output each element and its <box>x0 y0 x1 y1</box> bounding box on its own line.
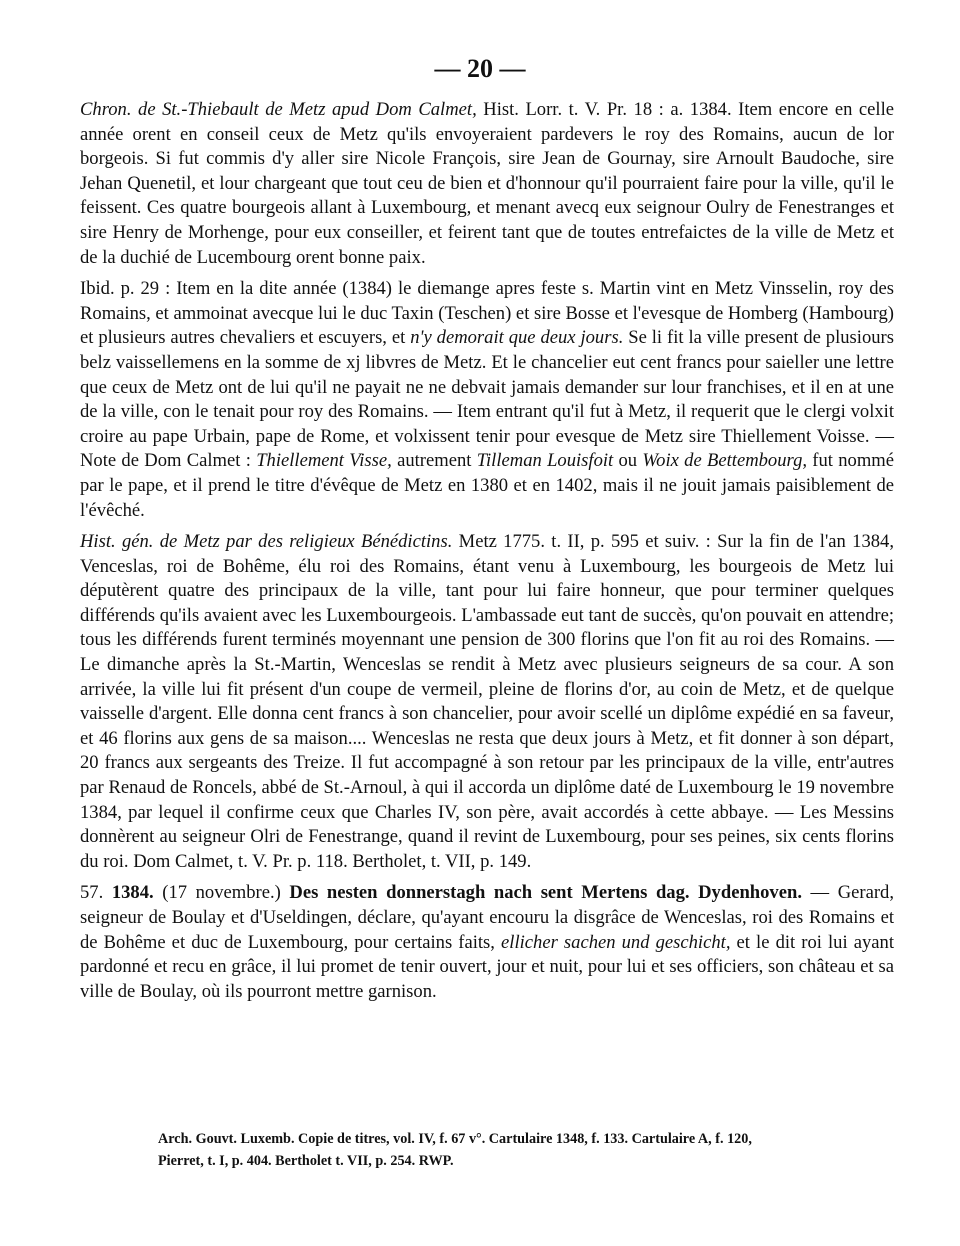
text-run: Metz 1775. t. II, p. 595 et suiv. : Sur la fin de l'an 1384, Venceslas, roi de Bohême, élu roi des Romains, étant venu à Luxembourg, les bourgeois de Metz lui députèrent quatre des principaux de la ville, tant pour lui faire honneur, que pour terminer quelques différends qu'ils avaient avec les Luxembourgeois. L'ambassade eut tant de succès, qu'on pouvait en attendre; tous les différends furent terminés moyennant une pension de 300 florins que l'on fit au roi des Romains. — Le dimanche après la St.-Martin, Wenceslas se rendit à Metz avec plusieurs seigneurs de sa cour. A son arrivée, la ville lui fit présent d'un coupe de vermeil, pleine de florins d'or, au coin de Metz, et de quelque vaisselle d'argent. Elle donna cent francs à son chancelier, pour avoir scellé un diplôme expédié en sa faveur, et 46 florins aux gens de sa maison.... Wenceslas ne resta que deux jours à Metz, et fit donner à son départ, 20 francs aux sergeants des Treize. Il fut accompagné à son retour par les principaux de la ville, entr'autres par Renaud de Roncels, abbé de St.-Arnoul, à qui il accorda un diplôme daté de Luxembourg le 19 novembre 1384, par lequel il confirme ceux que Charles IV, son père, avait accordés à cette abbaye. — Les Messins donnèrent au seigneur Olri de Fenestrange, quand il revint de Luxembourg, pour ses peines, six cents florins du roi. Dom Calmet, t. V. Pr. p. 118. Bertholet, t. VII, p. 149. <box>80 531 894 872</box>
text-run: et le dit roi lui ayant pardonné et recu en grâce, il lui promet de tenir ouvert, jour et nuit, pour lui et ses officiers, son château et sa ville de Boulay, où ils pourront mettre garnison. <box>80 931 894 1002</box>
text-run: Ibid. p. 29 : Item en la dite année (1384) le diemange apres feste s. Martin vint en Metz Vinsselin, roy des Romains, et ammoinat avecque lui le duc Taxin (Teschen) et sire Bosse et l'evesque de Homberg (Hambourg) et plusieurs autres chevaliers et escuyers, et <box>80 278 894 349</box>
source-note-line-1: Arch. Gouvt. Luxemb. Copie de titres, vol. IV, f. 67 v°. Cartulaire 1348, f. 133. Cartulaire A, f. 120, <box>158 1131 752 1147</box>
text-run: Hist. Lorr. t. V. Pr. 18 : a. 1384. Item encore en celle année orent en conseil ceux de Metz qu'ils envoyeraient pardevers le roy des Romains, aucun de lor borgeois. Si fut commis d'y aller sire Nicole François, sire Jean de Gournay, sire Arnoult Baudoche, sire Jehan Quenetil, et lour chargeant que tout ceu de bien et d'honnour qu'il pourraient faire pour la ville, qu'il le feissent. Ces quatre bourgeois allant à Luxembourg, et menant avecq eux seignour Oulry de Fenestranges et sire Henry de Morhenge, pour eux conseiller, et feirent tant que de toutes entrefaictes de la ville de Metz et de la duchié de Lucembourg orent bonne paix. <box>80 99 894 268</box>
text-run: Woix de Bettembourg, <box>642 450 808 472</box>
text-run: n'y demorait que deux jours. <box>410 327 624 349</box>
body-text <box>80 98 894 1011</box>
text-run: ou <box>613 450 643 472</box>
text-run: ellicher sachen und geschicht, <box>501 931 731 953</box>
paragraph-histoire-generale <box>80 530 894 874</box>
paragraph-ibid <box>80 277 894 523</box>
text-run: fut nommé par le pape, et il prend le titre d'évêque de Metz en 1380 et en 1402, mais il ne jouit jamais paisiblement de l'évêché. <box>80 450 895 521</box>
text-run: Tilleman Louisfoit <box>476 450 614 472</box>
source-note-line-2: Pierret, t. I, p. 404. Bertholet t. VII, p. 254. RWP. <box>158 1153 454 1169</box>
source-note <box>158 1128 898 1172</box>
text-run: Thiellement Visse, <box>256 450 392 472</box>
text-run: Se li fit la ville present de plusiours belz vaissellemens en la somme de xj libvres de Metz. Et le chancelier eut cent francs pour saieller une lettre que ceux de Metz ont de lui qu'il ne payait ne ne debvait jamais demander sur lour franchises, et il en at une de la ville, con le tenait pour roy des Romains. — Item entrant qu'il fut à Metz, il requerit que le clergi volxit croire au pape Urbain, pape de Rome, et volxissent tenir pour evesque de Metz sire Thiellement Voisse. — Note de Dom Calmet : <box>80 327 894 472</box>
text-run: — Gerard, seigneur de Boulay et d'Useldingen, déclare, qu'ayant encouru la disgrâce de Wenceslas, roi des Romains et de Bohême et duc de Luxembourg, pour certains faits, <box>80 882 894 953</box>
text-run: Des nesten donnerstagh nach sent Mertens dag. Dydenhoven. <box>289 882 802 904</box>
text-run: Hist. gén. de Metz par des religieux Bénédictins. <box>80 531 453 553</box>
page-number: — 20 — <box>434 54 526 83</box>
text-run: autrement <box>391 450 477 472</box>
text-run: 1384. <box>111 882 154 904</box>
text-run: Chron. de St.-Thiebault de Metz apud Dom Calmet, <box>80 99 477 120</box>
paragraph-chronicle <box>80 98 894 270</box>
text-run: (17 novembre.) <box>153 882 290 904</box>
paragraph-charter-57 <box>80 881 894 1004</box>
text-run: 57. <box>80 882 112 904</box>
